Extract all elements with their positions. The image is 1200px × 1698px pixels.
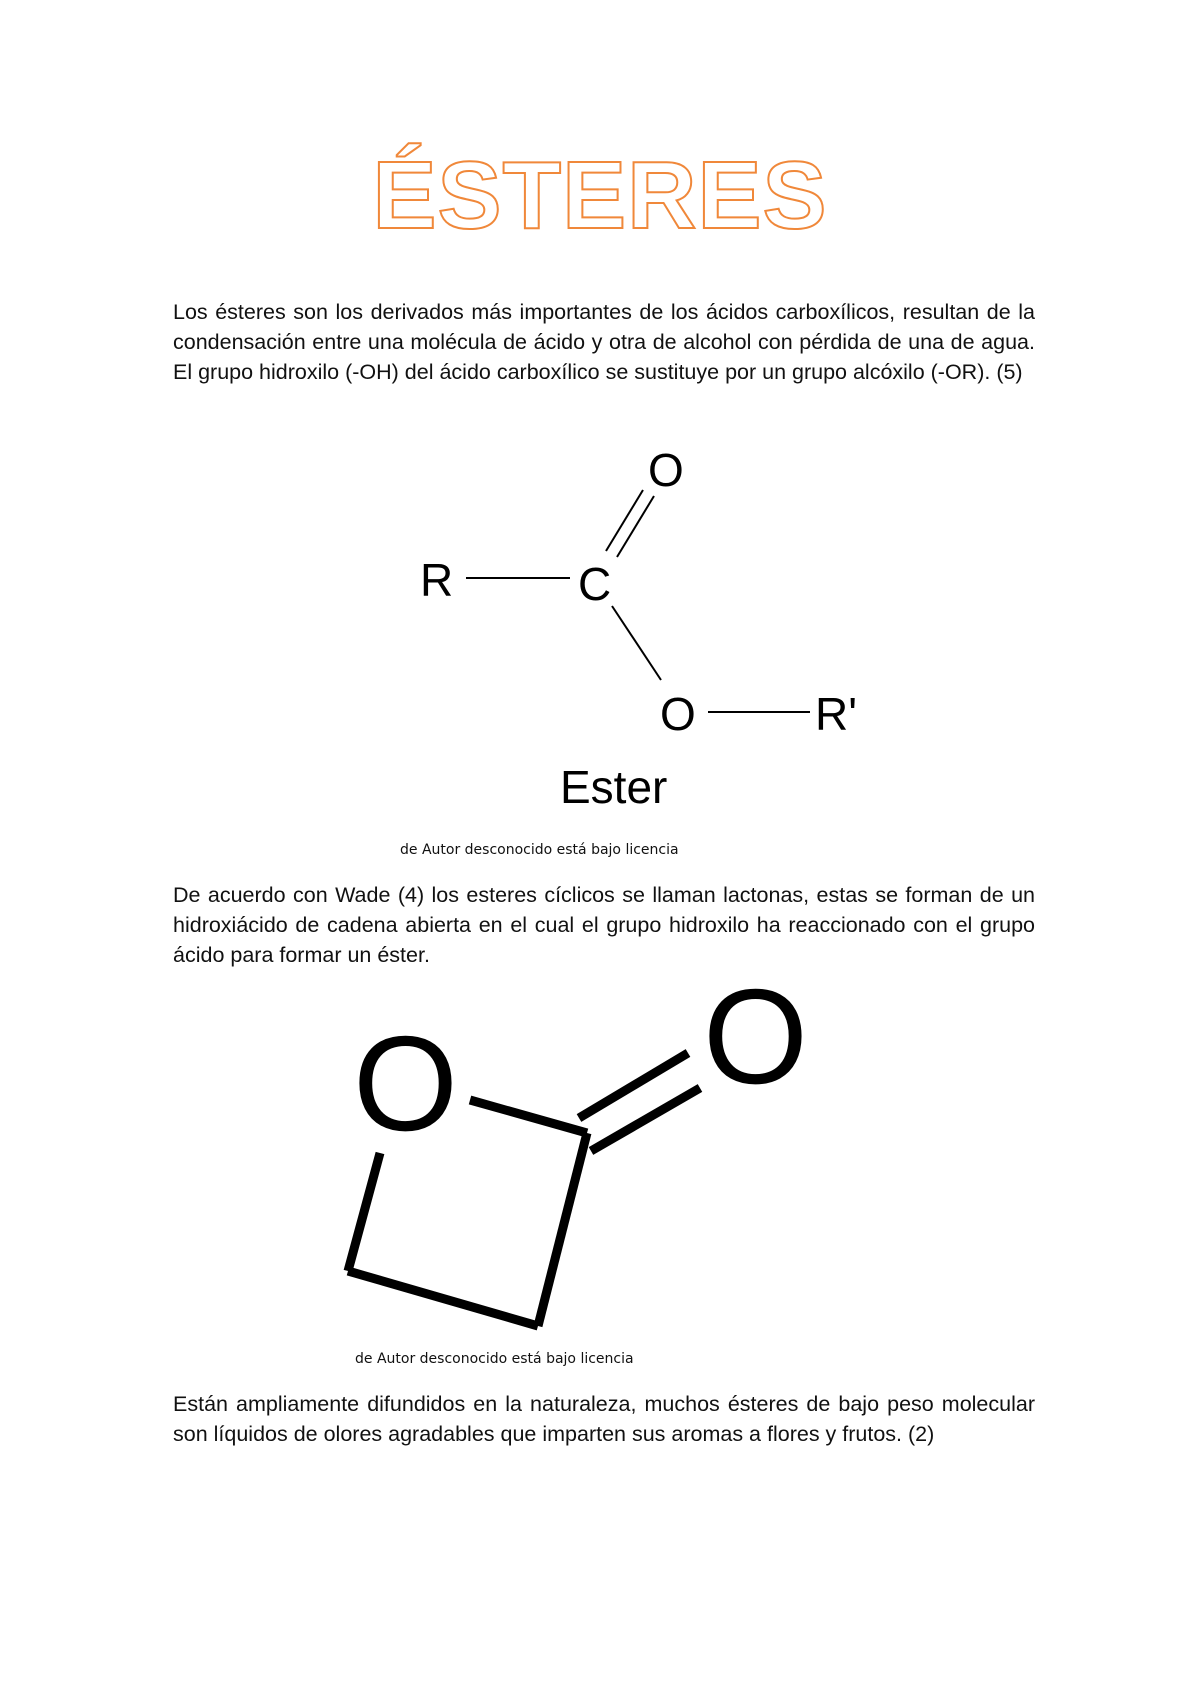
atom-o-ring: O bbox=[353, 1008, 459, 1159]
atom-r-prime: R' bbox=[815, 688, 858, 740]
atom-c: C bbox=[578, 558, 612, 610]
ring-bond-c1-c2 bbox=[348, 1271, 538, 1326]
atom-o-carbonyl: O bbox=[648, 444, 684, 496]
ring-bond-o-c bbox=[470, 1100, 587, 1133]
page-title: ÉSTERES bbox=[372, 142, 828, 249]
intro-paragraph: Los ésteres son los derivados más importantes de los ácidos carboxílicos, resultan de la condensación entre una molécula de ácido y otra de alcohol con pérdida de una de agua. El grupo hidroxilo (-OH) del ácido carboxílico se sustituye por un grupo alcóxilo (-OR). (5) bbox=[173, 300, 1035, 384]
ring-bond-c2-o bbox=[348, 1153, 380, 1271]
lactone-paragraph: De acuerdo con Wade (4) los esteres cíclicos se llaman lactonas, estas se forman de un hidroxiácido de cadena abierta en el cual el grupo hidroxilo ha reaccionado con el grupo ácido para formar un éster. bbox=[173, 883, 1035, 967]
figure-caption-1: de Autor desconocido está bajo licencia bbox=[400, 842, 679, 858]
figure-caption-2: de Autor desconocido está bajo licencia bbox=[355, 1351, 634, 1367]
atom-o-carbonyl-lactone: O bbox=[703, 961, 809, 1112]
ring-bond-c-c1 bbox=[538, 1133, 587, 1326]
atom-o-ether: O bbox=[660, 688, 696, 740]
atom-r: R bbox=[420, 554, 454, 606]
closing-paragraph: Están ampliamente difundidos en la naturaleza, muchos ésteres de bajo peso molecular son líquidos de olores agradables que imparten sus aromas a flores y frutos. (2) bbox=[173, 1392, 1035, 1446]
figure-label-ester: Ester bbox=[560, 761, 668, 813]
